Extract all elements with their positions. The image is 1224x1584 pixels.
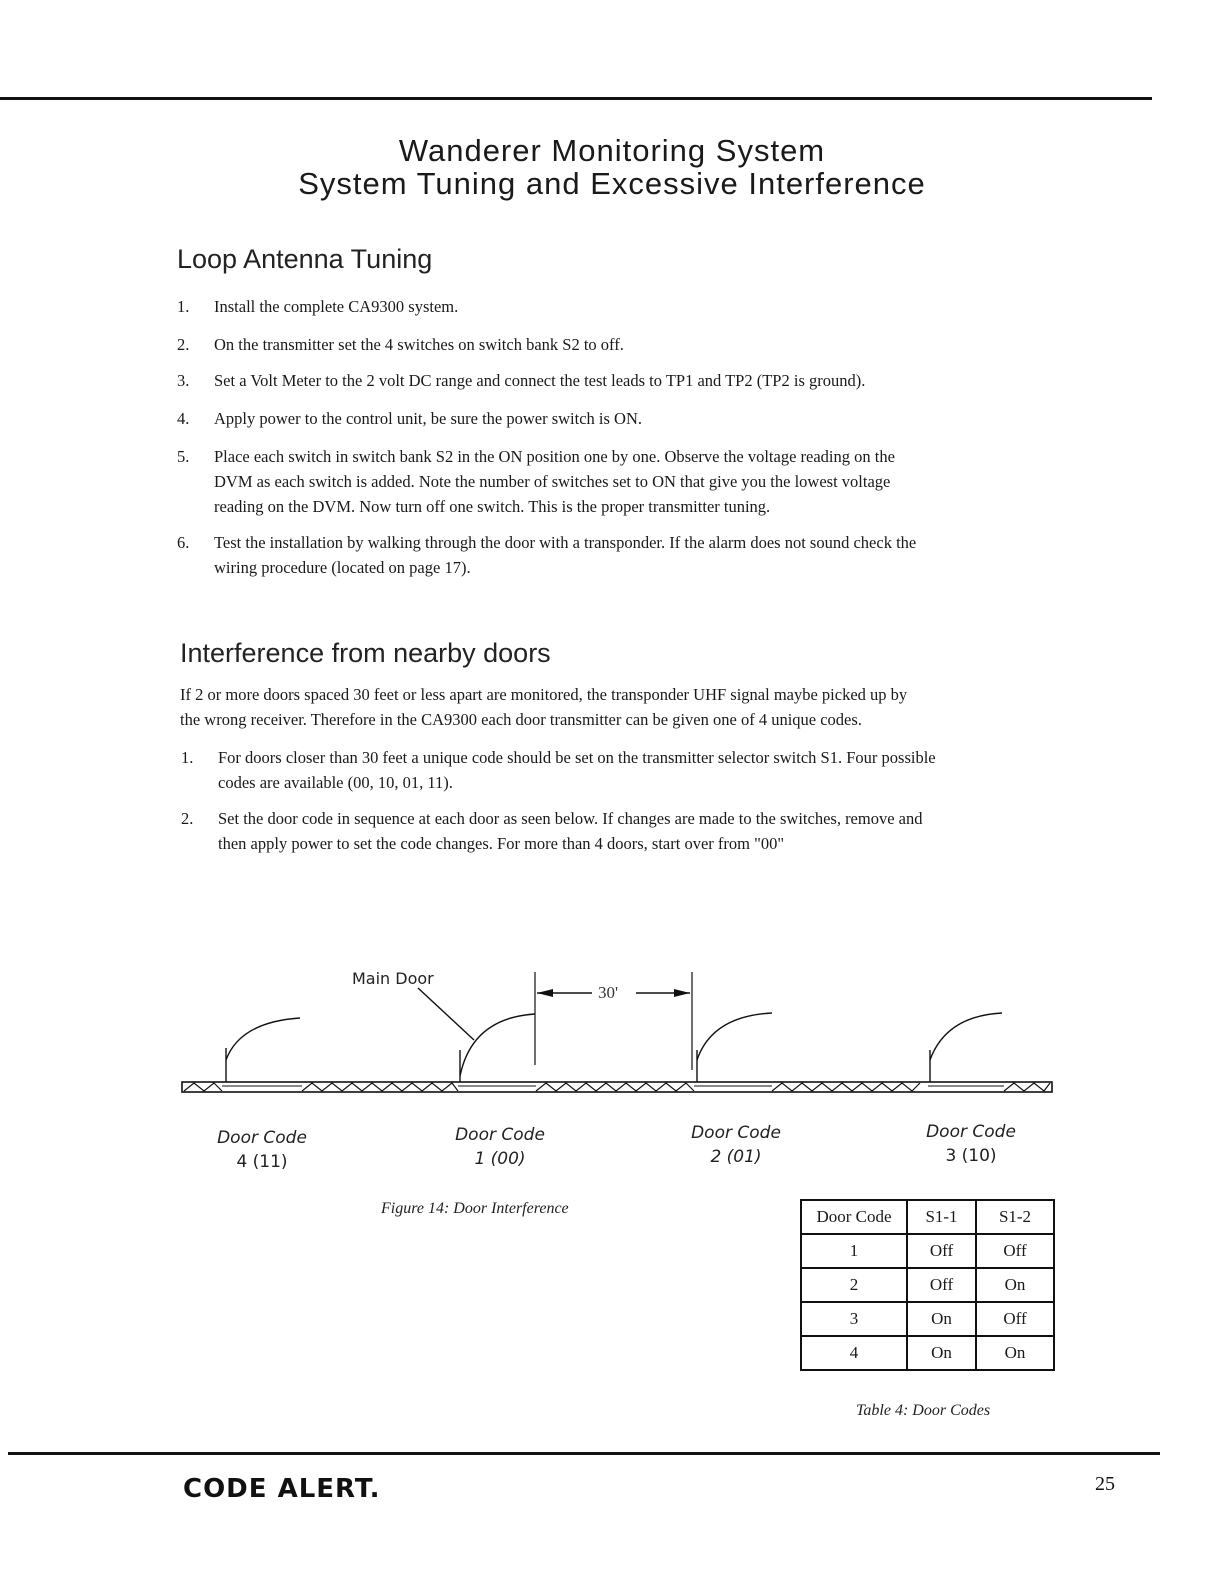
list-item: 6. Test the installation by walking through the door with a transponder. If the alarm does not sound check the wiring procedure (located on page 17). — [177, 533, 917, 577]
door-swing — [697, 1013, 772, 1082]
table-caption: Table 4: Door Codes — [856, 1402, 991, 1419]
column-header: Door Code — [801, 1200, 907, 1234]
list-item: 1. For doors closer than 30 feet a unique code should be set on the transmitter selector switch S1. Four possible codes are available (00, 10, 01, 11). — [181, 748, 936, 792]
door-swing — [460, 1014, 535, 1082]
list-item: 2. Set the door code in sequence at each door as seen below. If changes are made to the switches, remove and then apply power to set the code changes. For more than 4 doors, start over from "00" — [181, 809, 923, 853]
wall-segment — [184, 1083, 1050, 1091]
page-number: 25 — [1095, 1473, 1115, 1495]
door-swing — [930, 1013, 1002, 1082]
bottom-rule — [8, 1452, 1160, 1455]
code-alert-logo: CODE ALERT. — [183, 1474, 381, 1504]
distance-label: 30' — [598, 983, 619, 1002]
page-title: Wanderer Monitoring System — [398, 133, 826, 168]
interference-intro: If 2 or more doors spaced 30 feet or less apart are monitored, the transponder UHF signal maybe picked up by the wrong receiver. Therefore in the CA9300 each door transmitter can be given one of 4 unique codes. — [180, 685, 908, 729]
table-header-row — [801, 1200, 1054, 1234]
table-cell: 1 — [801, 1234, 907, 1268]
figure-caption: Figure 14: Door Interference — [381, 1200, 569, 1217]
table-cell: 2 — [801, 1268, 907, 1302]
list-item: 2. On the transmitter set the 4 switches on switch bank S2 to off. — [177, 335, 624, 354]
door-code-label: Door Code 4 (11) — [217, 1128, 307, 1172]
table-cell: 4 — [801, 1336, 907, 1370]
table-row — [801, 1234, 1054, 1268]
door-code-label: Door Code 1 (00) — [455, 1125, 545, 1169]
column-header: S1-1 — [907, 1200, 976, 1234]
table-row — [801, 1268, 1054, 1302]
section-heading-loop-antenna: Loop Antenna Tuning — [177, 244, 433, 274]
table-cell: Off — [976, 1234, 1054, 1268]
table-cell: 3 — [801, 1302, 907, 1336]
table-cell: Off — [907, 1234, 976, 1268]
page-subtitle: System Tuning and Excessive Interference — [298, 166, 926, 201]
list-item: 3. Set a Volt Meter to the 2 volt DC range and connect the test leads to TP1 and TP2 (TP2 is ground). — [177, 371, 866, 390]
door-codes-table — [800, 1199, 1055, 1371]
column-header: S1-2 — [976, 1200, 1054, 1234]
table-cell: On — [907, 1336, 976, 1370]
door-swing — [226, 1018, 300, 1082]
door-code-label: Door Code 3 (10) — [926, 1122, 1016, 1166]
section-heading-interference: Interference from nearby doors — [180, 638, 551, 668]
table-cell: Off — [976, 1302, 1054, 1336]
main-door-label: Main Door — [352, 969, 434, 988]
list-item: 4. Apply power to the control unit, be sure the power switch is ON. — [177, 409, 643, 428]
table-cell: On — [907, 1302, 976, 1336]
table-cell: On — [976, 1336, 1054, 1370]
table-row — [801, 1302, 1054, 1336]
list-item: 1. Install the complete CA9300 system. — [177, 297, 459, 316]
table-cell: Off — [907, 1268, 976, 1302]
list-item: 5. Place each switch in switch bank S2 in the ON position one by one. Observe the voltage reading on the DVM as each switch is added. Note the number of switches set to ON that give you the lowest voltage reading on the DVM. Now turn off one switch. This is the proper transmitter tuning. — [177, 447, 895, 516]
table-cell: On — [976, 1268, 1054, 1302]
table-row — [801, 1336, 1054, 1370]
door-code-label: Door Code 2 (01) — [691, 1123, 781, 1167]
